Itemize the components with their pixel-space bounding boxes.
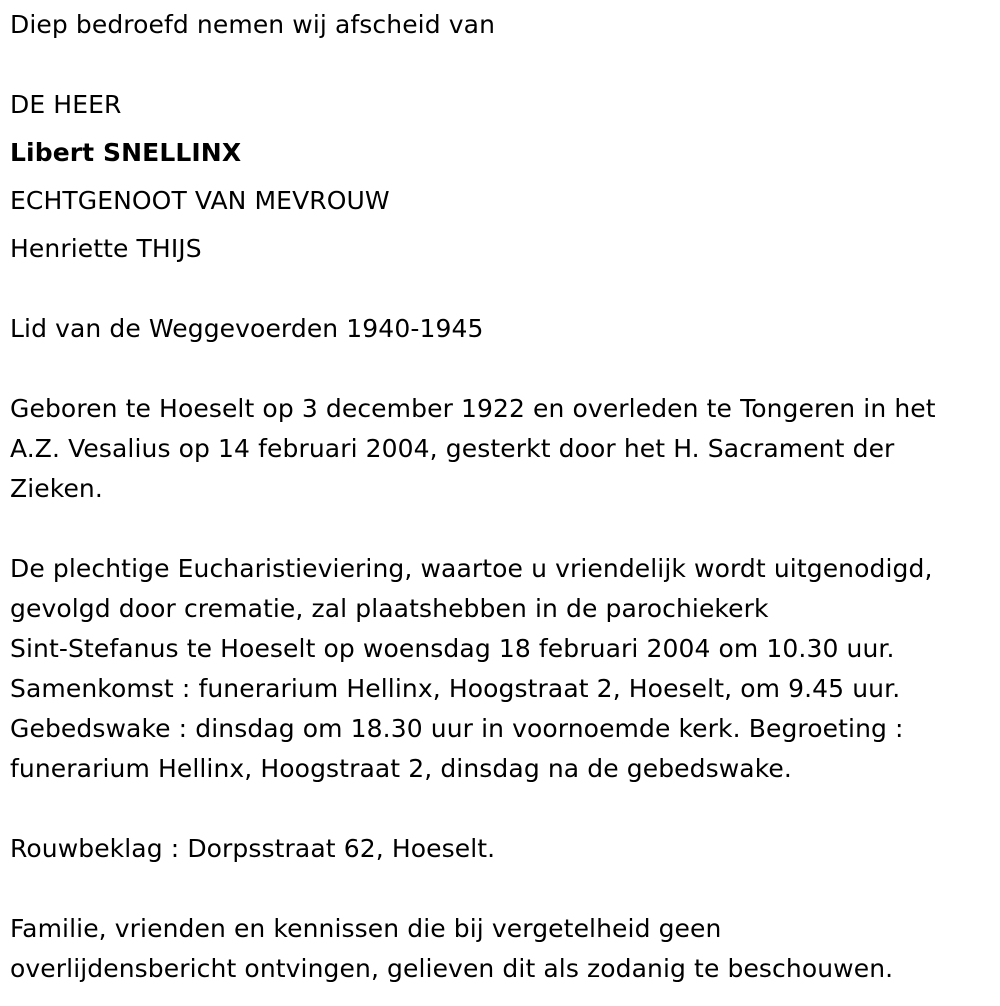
deceased-name: Libert SNELLINX: [10, 138, 242, 167]
spouse-label: ECHTGENOOT VAN MEVROUW: [10, 186, 390, 215]
intro-text: Diep bedroefd nemen wij afscheid van: [10, 10, 496, 39]
condolences-text: Rouwbeklag : Dorpsstraat 62, Hoeselt.: [10, 834, 496, 863]
birth-death-line: Zieken.: [10, 474, 103, 503]
birth-death-line: A.Z. Vesalius op 14 februari 2004, gesterkt door het H. Sacrament der: [10, 434, 895, 463]
membership-text: Lid van de Weggevoerden 1940-1945: [10, 314, 484, 343]
ceremony-line: Samenkomst : funerarium Hellinx, Hoogstraat 2, Hoeselt, om 9.45 uur.: [10, 674, 901, 703]
ceremony-line: Gebedswake : dinsdag om 18.30 uur in voornoemde kerk. Begroeting :: [10, 714, 904, 743]
ceremony-line: Sint-Stefanus te Hoeselt op woensdag 18 februari 2004 om 10.30 uur.: [10, 634, 895, 663]
closing-line: overlijdensbericht ontvingen, gelieven dit als zodanig te beschouwen.: [10, 954, 894, 983]
spouse-name: Henriette THIJS: [10, 234, 202, 263]
ceremony-line: gevolgd door crematie, zal plaatshebben in de parochiekerk: [10, 594, 769, 623]
closing-line: Familie, vrienden en kennissen die bij vergetelheid geen: [10, 914, 722, 943]
honorific-title: DE HEER: [10, 90, 122, 119]
ceremony-line: funerarium Hellinx, Hoogstraat 2, dinsdag na de gebedswake.: [10, 754, 792, 783]
birth-death-line: Geboren te Hoeselt op 3 december 1922 en overleden te Tongeren in het: [10, 394, 936, 423]
ceremony-line: De plechtige Eucharistieviering, waartoe u vriendelijk wordt uitgenodigd,: [10, 554, 933, 583]
